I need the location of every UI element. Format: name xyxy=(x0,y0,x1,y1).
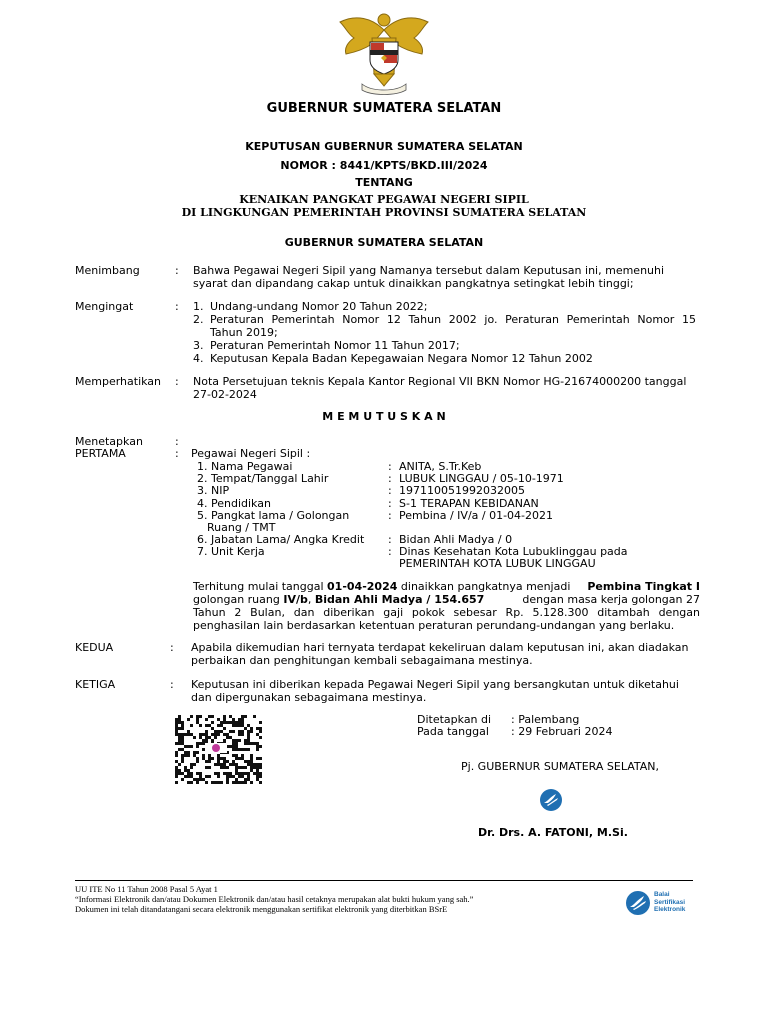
list-item: 3. Peraturan Pemerintah Nomor 11 Tahun 2017; xyxy=(193,339,460,352)
mengingat-list xyxy=(193,300,696,365)
kedua-text: Apabila dikemudian hari ternyata terdapat kekeliruan dalam keputusan ini, akan diadakan perbaikan dan penghitungan kembali sebagaimana mestinya. xyxy=(191,641,689,667)
field-value: LUBUK LINGGAU / 05-10-1971 xyxy=(399,472,564,485)
bsre-logo-text: Balai Sertifikasi Elektronik xyxy=(654,891,686,913)
ketiga-text: Keputusan ini diberikan kepada Pegawai Negeri Sipil yang bersangkutan untuk diketahui dan dipergunakan sebagaimana mestinya. xyxy=(191,678,679,704)
menimbang-label: Menimbang xyxy=(75,264,140,277)
ketiga-label: KETIGA xyxy=(75,678,116,691)
field-value: 197110051992032005 xyxy=(399,484,525,497)
list-item: 2. Peraturan Pemerintah Nomor 12 Tahun 2002 jo. Peraturan Pemerintah Nomor 15 xyxy=(193,313,696,326)
list-item-continuation: Tahun 2019; xyxy=(210,326,278,339)
field-label: 7. Unit Kerja xyxy=(197,545,265,558)
tanggal-value: : 29 Februari 2024 xyxy=(511,725,613,738)
pertama-label: PERTAMA xyxy=(75,447,126,460)
memutuskan-heading: M E M U T U S K A N xyxy=(322,410,446,423)
field-colon: : xyxy=(388,509,392,522)
header-title: GUBERNUR SUMATERA SELATAN xyxy=(266,101,502,116)
menimbang-colon: : xyxy=(175,264,179,277)
menimbang-text: Bahwa Pegawai Negeri Sipil yang Namanya tersebut dalam Keputusan ini, memenuhi syarat dan dipandang cakap untuk dinaikkan pangkatnya setingkat lebih tinggi; xyxy=(193,264,665,290)
list-item: 1. Undang-undang Nomor 20 Tahun 2022; xyxy=(193,300,428,313)
field-colon: : xyxy=(388,484,392,497)
decree-subject-line2: DI LINGKUNGAN PEMERINTAH PROVINSI SUMATERA SELATAN xyxy=(181,206,587,219)
memperhatikan-label: Memperhatikan xyxy=(75,375,162,388)
field-colon: : xyxy=(388,545,392,558)
kedua-colon: : xyxy=(170,641,174,654)
bsre-seal-icon xyxy=(539,788,563,812)
menetapkan-colon: : xyxy=(175,435,179,448)
field-value: S-1 TERAPAN KEBIDANAN xyxy=(399,497,539,510)
promotion-paragraph: Terhitung mulai tanggal 01-04-2024 dinaikkan pangkatnya menjadi Pembina Tingkat I golongan ruang IV/b, Bidan Ahli Madya / 154.657 dengan masa kerja golongan 27 Tahun 2 Bulan, dan diberikan gaji pokok sebesar Rp. 5.128.300 ditambah dengan penghasilan lain berdasarkan ketentuan peraturan perundang-undangan yang berlaku. xyxy=(193,580,700,632)
tanggal-label: Pada tanggal xyxy=(417,725,489,738)
mengingat-label: Mengingat xyxy=(75,300,134,313)
field-value: ANITA, S.Tr.Keb xyxy=(399,460,482,473)
field-colon: : xyxy=(388,460,392,473)
garuda-emblem xyxy=(332,8,436,96)
qr-code xyxy=(175,714,262,784)
issuer-title: GUBERNUR SUMATERA SELATAN xyxy=(284,236,484,249)
ketiga-colon: : xyxy=(170,678,174,691)
footer-law: UU ITE No 11 Tahun 2008 Pasal 5 Ayat 1 xyxy=(75,884,218,894)
field-colon: : xyxy=(388,533,392,546)
field-value-continuation: PEMERINTAH KOTA LUBUK LINGGAU xyxy=(399,557,596,570)
footer-divider xyxy=(75,880,693,881)
menetapkan-label: Menetapkan xyxy=(75,435,143,448)
footer-quote: “Informasi Elektronik dan/atau Dokumen Elektronik dan/atau hasil cetaknya merupakan alat bukti hukum yang sah.” xyxy=(75,894,474,904)
bsre-logo-icon xyxy=(625,890,651,916)
field-label: 3. NIP xyxy=(197,484,230,497)
signatory-office: Pj. GUBERNUR SUMATERA SELATAN, xyxy=(461,760,659,773)
field-label: 1. Nama Pegawai xyxy=(197,460,293,473)
ditetapkan-label: Ditetapkan di xyxy=(417,713,492,726)
field-label: 4. Pendidikan xyxy=(197,497,271,510)
field-label-continuation: Ruang / TMT xyxy=(207,521,276,534)
field-label: 6. Jabatan Lama/ Angka Kredit xyxy=(197,533,365,546)
field-colon: : xyxy=(388,472,392,485)
memperhatikan-text: Nota Persetujuan teknis Kepala Kantor Regional VII BKN Nomor HG-21674000200 tanggal 27-02-2024 xyxy=(193,375,687,401)
field-label: 2. Tempat/Tanggal Lahir xyxy=(197,472,329,485)
signatory-name: Dr. Drs. A. FATONI, M.Si. xyxy=(478,826,628,839)
footer-statement: Dokumen ini telah ditandatangani secara elektronik menggunakan sertifikat elektronik yang diterbitkan BSrE xyxy=(75,904,448,914)
kedua-label: KEDUA xyxy=(75,641,114,654)
decree-number: NOMOR : 8441/KPTS/BKD.III/2024 xyxy=(280,159,488,172)
pertama-intro: Pegawai Negeri Sipil : xyxy=(191,447,311,460)
bsre-logo xyxy=(625,890,695,916)
pertama-colon: : xyxy=(175,447,179,460)
list-item: 4. Keputusan Kepala Badan Kepegawaian Negara Nomor 12 Tahun 2002 xyxy=(193,352,593,365)
field-value: Bidan Ahli Madya / 0 xyxy=(399,533,513,546)
ditetapkan-value: : Palembang xyxy=(511,713,580,726)
mengingat-colon: : xyxy=(175,300,179,313)
field-value: Dinas Kesehatan Kota Lubuklinggau pada xyxy=(399,545,628,558)
field-value: Pembina / IV/a / 01-04-2021 xyxy=(399,509,554,522)
decree-subject-line1: KENAIKAN PANGKAT PEGAWAI NEGERI SIPIL xyxy=(239,193,529,206)
memperhatikan-colon: : xyxy=(175,375,179,388)
decree-title: KEPUTUSAN GUBERNUR SUMATERA SELATAN xyxy=(245,140,523,153)
field-label: 5. Pangkat lama / Golongan xyxy=(197,509,350,522)
field-colon: : xyxy=(388,497,392,510)
tentang-label: TENTANG xyxy=(355,176,413,189)
